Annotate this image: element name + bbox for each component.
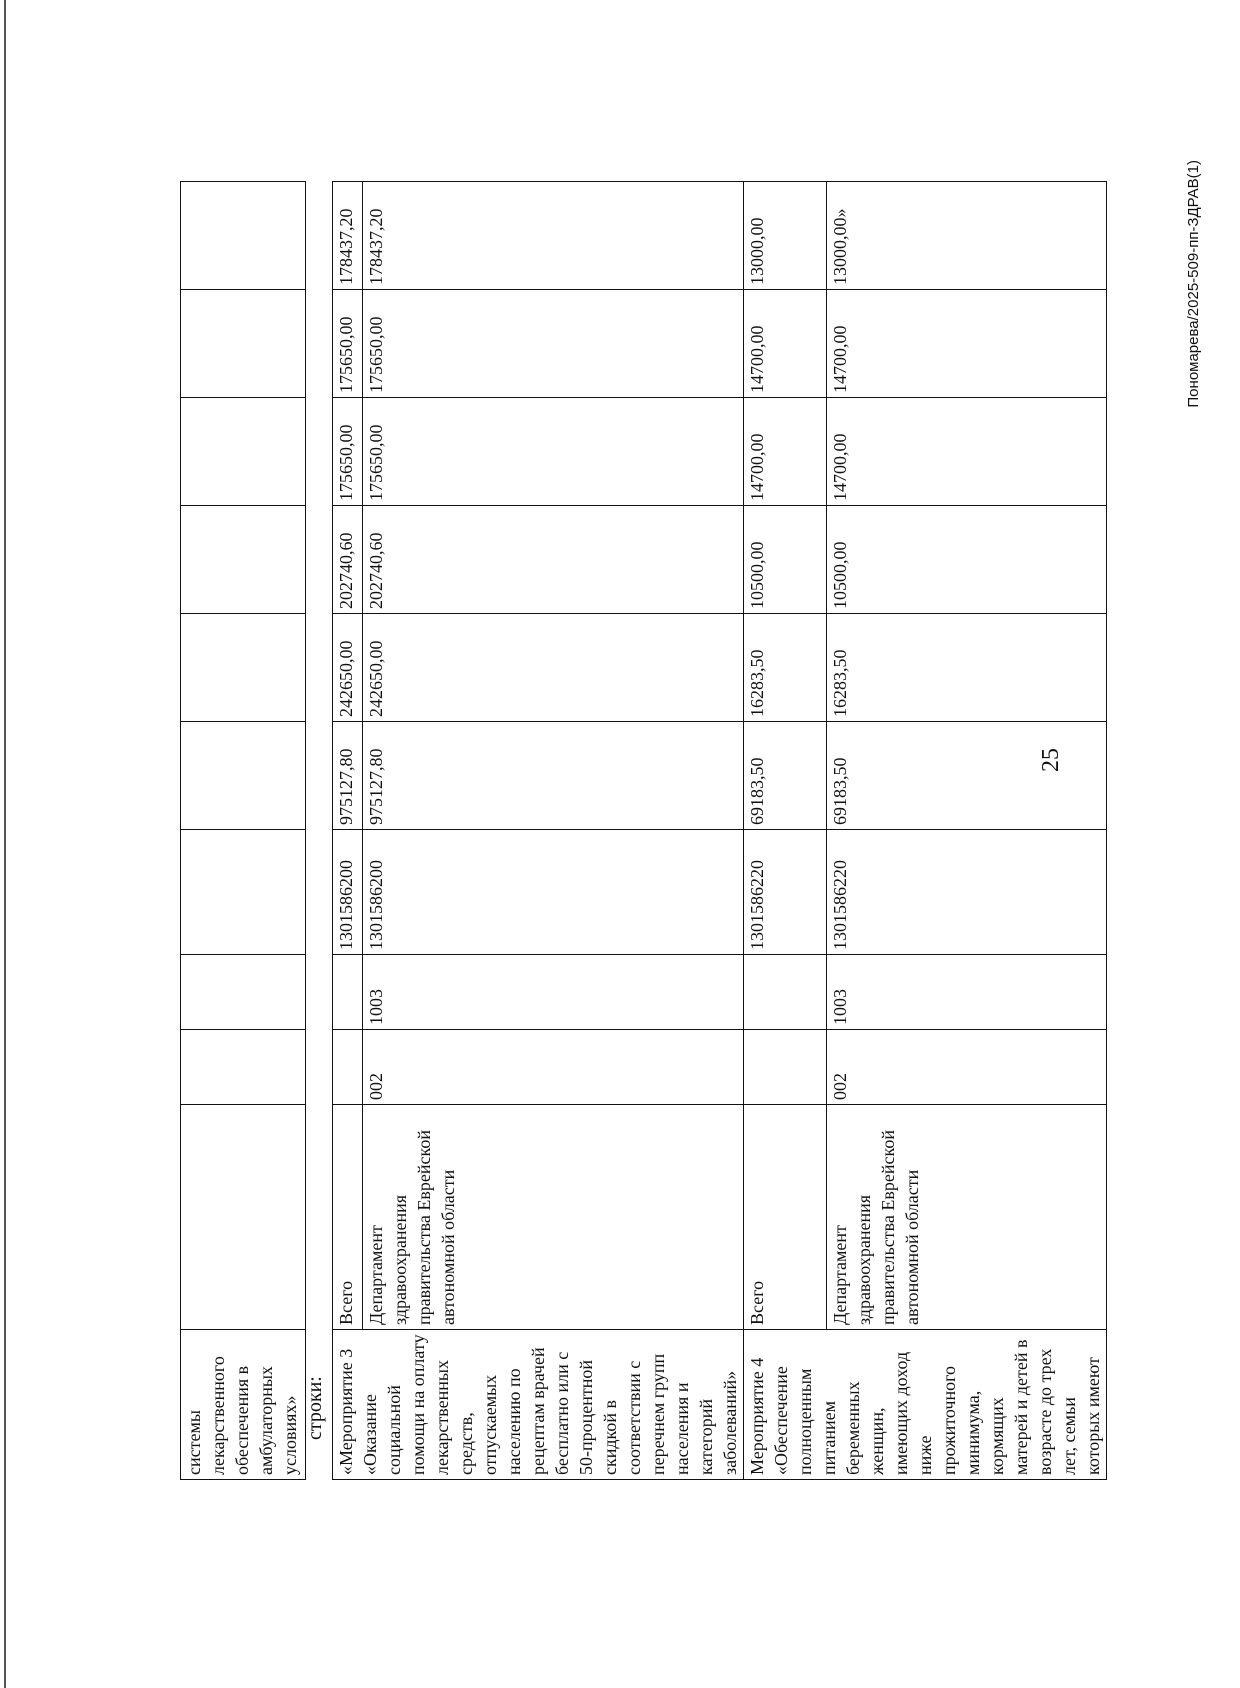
value-cell: 14700,00 (827, 290, 1107, 398)
cell (181, 506, 306, 614)
cell (181, 1105, 306, 1330)
header-table (180, 181, 306, 1480)
section-label: строки: (304, 1376, 326, 1440)
rzpr-code: 1003 (827, 955, 1107, 1030)
grbs-code: 002 (827, 1030, 1107, 1105)
cell (744, 955, 827, 1030)
value-cell: 178437,20 (363, 182, 744, 290)
event-4-title: Мероприятие 4 «Обеспечение полноценным питанием беременных женщин, имеющих доход ниже прожиточного минимума, кормящих матерей и детей в возрасте до трех лет, семьи которых имеют (744, 1330, 1107, 1480)
value-cell: 175650,00 (363, 398, 744, 506)
cell (181, 722, 306, 830)
value-cell: 202740,60 (333, 506, 363, 614)
value-cell: 10500,00 (827, 506, 1107, 614)
event-3-title: «Мероприятие 3 «Оказание социальной помощи на оплату лекарственных средств, отпускаемых населению по рецептам врачей бесплатно или с 50-процентной скидкой в соответствии с перечнем групп населения и категорий заболеваний» (333, 1330, 744, 1480)
value-cell: 202740,60 (363, 506, 744, 614)
cell (181, 614, 306, 722)
value-cell: 69183,50 (827, 722, 1107, 830)
main-table (332, 181, 1107, 1480)
value-cell: 975127,80 (333, 722, 363, 830)
cell (333, 1030, 363, 1105)
value-cell: 178437,20 (333, 182, 363, 290)
value-cell: 175650,00 (363, 290, 744, 398)
csr-code: 1301586200 (363, 830, 744, 955)
cell (181, 1030, 306, 1105)
table-row (744, 182, 827, 1480)
value-cell: 69183,50 (744, 722, 827, 830)
top-row-text: системы лекарственного обеспечения в амбулаторных условиях» (181, 1330, 306, 1480)
cell (181, 955, 306, 1030)
table-row (333, 182, 363, 1480)
value-cell: 175650,00 (333, 398, 363, 506)
cell (744, 1030, 827, 1105)
page-number: 25 (1038, 748, 1064, 772)
value-cell: 10500,00 (744, 506, 827, 614)
department-name: Департамент здравоохранения правительства Еврейской автономной области (827, 1105, 1107, 1330)
value-cell: 242650,00 (333, 614, 363, 722)
value-cell: 13000,00 (744, 182, 827, 290)
cell (181, 290, 306, 398)
value-cell: 14700,00 (744, 398, 827, 506)
scan-edge-line (4, 0, 6, 1688)
csr-code: 1301586200 (333, 830, 363, 955)
cell (181, 182, 306, 290)
grbs-code: 002 (363, 1030, 744, 1105)
table-row (363, 182, 744, 1480)
value-cell: 16283,50 (744, 614, 827, 722)
value-cell: 975127,80 (363, 722, 744, 830)
total-label: Всего (333, 1105, 363, 1330)
value-cell: 175650,00 (333, 290, 363, 398)
cell (333, 955, 363, 1030)
value-cell: 16283,50 (827, 614, 1107, 722)
rzpr-code: 1003 (363, 955, 744, 1030)
department-name: Департамент здравоохранения правительства Еврейской автономной области (363, 1105, 744, 1330)
value-cell: 14700,00 (744, 290, 827, 398)
value-cell: 13000,00» (827, 182, 1107, 290)
csr-code: 1301586220 (827, 830, 1107, 955)
cell (181, 398, 306, 506)
rotated-document-page (180, 40, 1240, 1480)
value-cell: 14700,00 (827, 398, 1107, 506)
footer-code: Пономарева/2025-509-пп-ЗДРАВ(1) (1185, 160, 1202, 408)
cell (181, 830, 306, 955)
value-cell: 242650,00 (363, 614, 744, 722)
total-label: Всего (744, 1105, 827, 1330)
csr-code: 1301586220 (744, 830, 827, 955)
